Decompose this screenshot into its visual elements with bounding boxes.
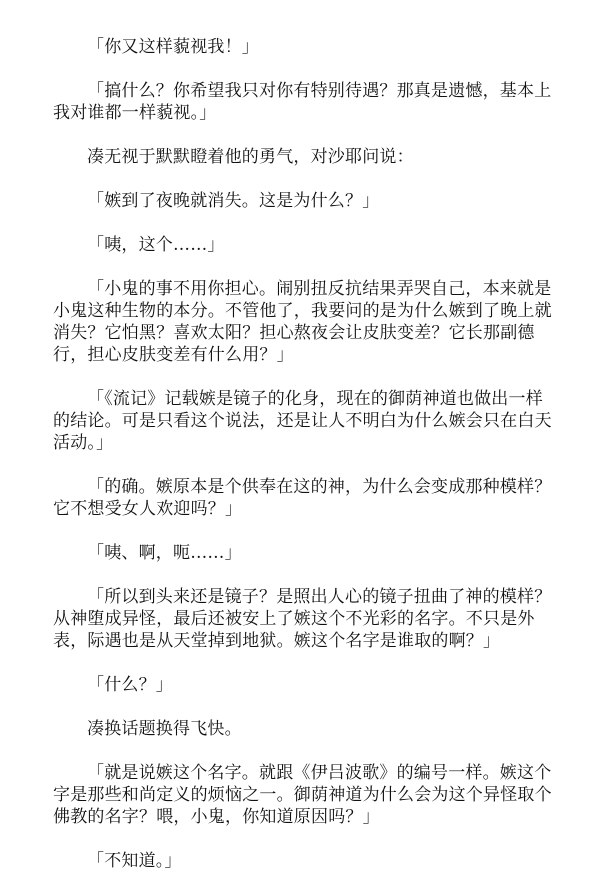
dialogue-paragraph: 「咦，这个……」 [87, 235, 225, 255]
dialogue-paragraph: 「什么？」 [87, 675, 173, 695]
dialogue-paragraph: 「你又这样藐视我！」 [87, 37, 259, 57]
dialogue-paragraph: 「咦、啊，呃……」 [87, 543, 242, 563]
dialogue-paragraph: 「小鬼的事不用你担心。闹别扭反抗结果弄哭自己，本来就是 小鬼这种生物的本分。不管他了，我要问的是为什么嫉到了晚上就 消失？它怕黑？喜欢太阳？担心熬夜会让皮肤变差？它长那副德 行，担心皮肤变差有什么用？」 [53, 279, 552, 365]
dialogue-paragraph: 「所以到头来还是镜子？是照出人心的镜子扭曲了神的模样？ 从神堕成异怪，最后还被安上了嫉这个不光彩的名字。不只是外 表，际遇也是从天堂掉到地狱。嫉这个名字是谁取的啊？」 [53, 587, 552, 651]
dialogue-paragraph: 「搞什么？你希望我只对你有特别待遇？那真是遗憾，基本上 我对谁都一样藐视。」 [53, 81, 552, 123]
dialogue-paragraph: 「不知道。」 [87, 851, 182, 871]
dialogue-paragraph: 「的确。嫉原本是个供奉在这的神，为什么会变成那种模样？ 它不想受女人欢迎吗？」 [53, 477, 552, 519]
dialogue-paragraph: 「嫉到了夜晚就消失。这是为什么？」 [87, 191, 380, 211]
dialogue-paragraph: 「《流记》记载嫉是镜子的化身，现在的御荫神道也做出一样 的结论。可是只看这个说法，还是让人不明白为什么嫉会只在白天 活动。」 [53, 389, 552, 453]
narration-paragraph: 凑换话题换得飞快。 [87, 719, 242, 739]
narration-paragraph: 凑无视于默默瞪着他的勇气，对沙耶问说： [87, 147, 414, 167]
dialogue-paragraph: 「就是说嫉这个名字。就跟《伊吕波歌》的编号一样。嫉这个 字是那些和尚定义的烦恼之一。御荫神道为什么会为这个异怪取个 佛教的名字？喂，小鬼，你知道原因吗？」 [53, 763, 552, 827]
text-page [53, 36, 561, 894]
